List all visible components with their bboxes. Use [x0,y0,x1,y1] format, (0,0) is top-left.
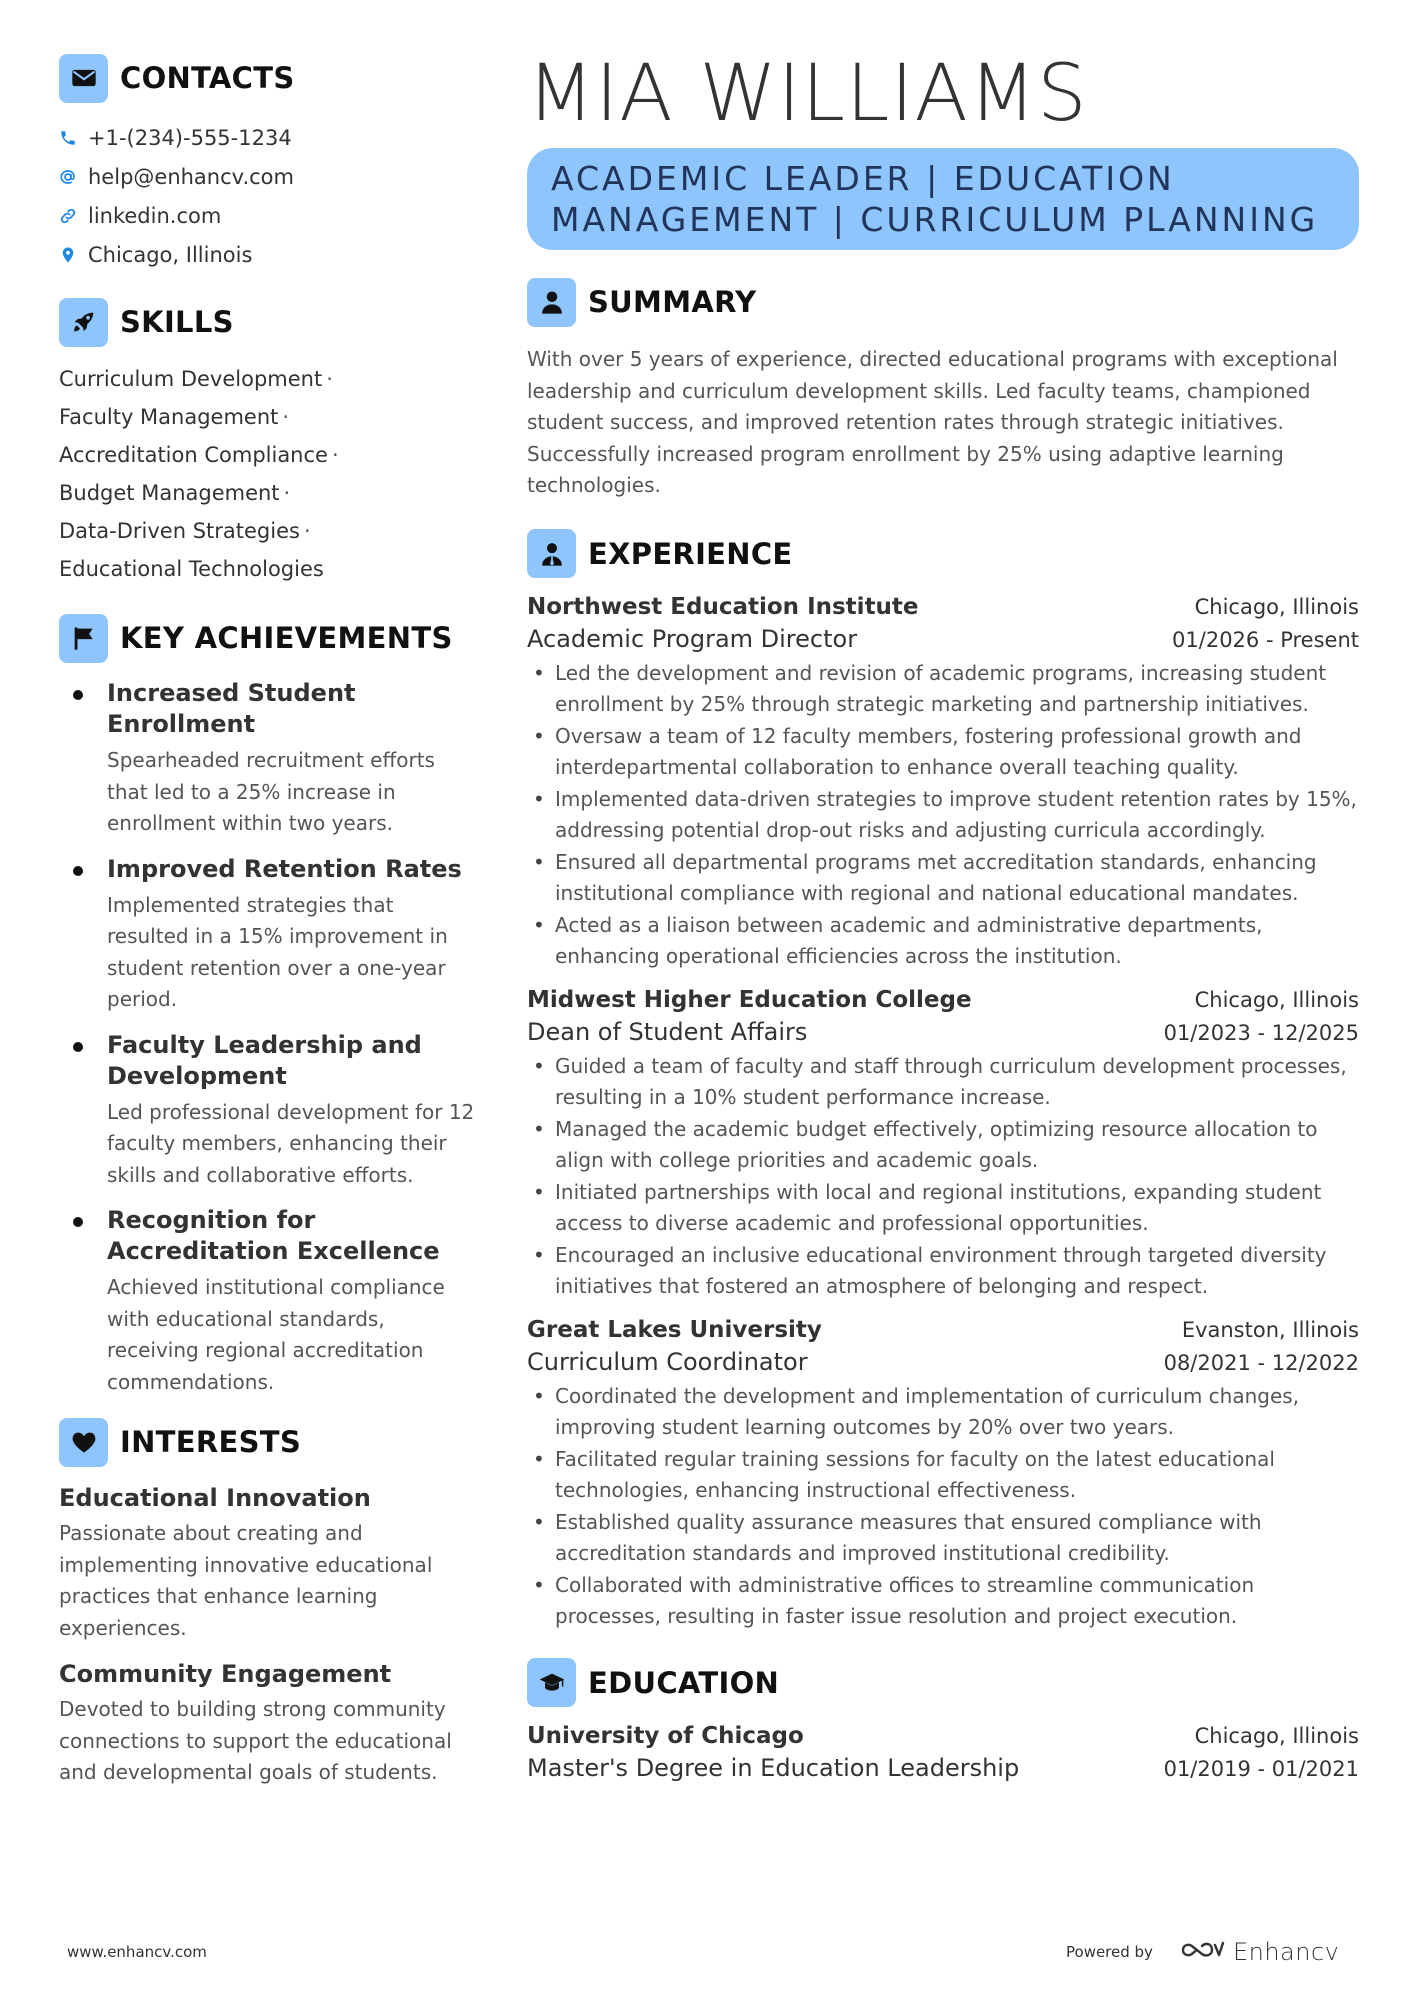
graduation-cap-icon [527,1658,576,1707]
interest-item [59,1658,479,1789]
job-bullet: • Coordinated the development and implementation of curriculum changes, improving student learning outcomes by 20% over two years. [527,1381,1359,1444]
achievements-heading-row [59,612,479,664]
skill-item [59,398,479,436]
job-bullet: • Initiated partnerships with local and regional institutions, expanding student access to diverse academic and professional opportunities. [527,1177,1359,1240]
skills-heading-row [59,296,479,348]
education-subheader [527,1754,1359,1782]
contact-email-text: help@enhancv.com [88,164,294,189]
achievement-title: Faculty Leadership and Development [107,1030,422,1090]
education-school: University of Chicago [527,1722,804,1749]
job-location: Evanston, Illinois [1181,1317,1359,1342]
contact-phone-text: +1-(234)-555-1234 [88,125,292,150]
job-bullet: • Facilitated regular training sessions for faculty on the latest educational technologies, enhancing instructional effectiveness. [527,1444,1359,1507]
education-entry [527,1723,1359,1782]
skill-separator: · [283,481,291,505]
achievement-item [59,1030,479,1192]
job-subheader [527,1348,1359,1376]
job-bullet: • Encouraged an inclusive educational environment through targeted diversity initiatives that fostered an atmosphere of belonging and respect. [527,1240,1359,1303]
education-header [527,1723,1359,1749]
job-bullet: • Oversaw a team of 12 faculty members, fostering professional growth and interdepartmental collaboration to enhance overall teaching quality. [527,721,1359,784]
phone-icon [59,129,77,147]
job-bullet: • Ensured all departmental programs met accreditation standards, enhancing institutional compliance with regional and national educational mandates. [527,847,1359,910]
achievement-item [59,678,479,840]
candidate-name: MIA WILLIAMS [527,49,1088,139]
skill-separator: · [331,443,339,467]
job-bullet: • Managed the academic budget effectively, optimizing resource allocation to align with college priorities and academic goals. [527,1114,1359,1177]
rocket-icon [59,298,108,347]
interest-title: Educational Innovation [59,1484,371,1512]
skills-section [59,296,479,588]
job-dates: 08/2021 - 12/2022 [1163,1350,1359,1375]
skill-separator: · [282,405,290,429]
job-bullet: • Acted as a liaison between academic and administrative departments, enhancing operational efficiencies across the institution. [527,910,1359,973]
education-heading: EDUCATION [588,1665,780,1700]
achievements-section [59,612,479,1398]
envelope-icon [59,54,108,103]
job-bullets [527,1381,1359,1633]
skills-heading: SKILLS [120,305,234,339]
summary-heading-row [527,276,1359,328]
heart-icon [59,1418,108,1467]
achievements-heading: KEY ACHIEVEMENTS [120,621,453,655]
job-bullets [527,658,1359,973]
job-company: Northwest Education Institute [527,593,919,620]
job-bullet: • Led the development and revision of academic programs, increasing student enrollment by 25% through strategic marketing and partnership initiatives. [527,658,1359,721]
job-subheader [527,1018,1359,1046]
contacts-list [59,118,479,274]
contact-linkedin-text: linkedin.com [88,203,222,228]
enhancv-logo-icon [1179,1937,1225,1967]
job-bullet: • Collaborated with administrative offices to streamline communication processes, resulting in faster issue resolution and project execution. [527,1570,1359,1633]
education-heading-row [527,1657,1359,1709]
achievements-list [59,678,479,1398]
achievement-desc: Achieved institutional compliance with educational standards, receiving regional accreditation commendations. [107,1275,445,1394]
achievement-title: Recognition for Accreditation Excellence [107,1206,440,1265]
achievement-title: Improved Retention Rates [107,854,462,883]
skill-item [59,436,479,474]
right-column [527,49,1359,1782]
location-pin-icon [59,246,77,264]
interest-desc: Passionate about creating and implementing innovative educational practices that enhance learning experiences. [59,1521,433,1640]
job-role: Curriculum Coordinator [527,1347,808,1376]
skill-item [59,512,479,550]
education-section [527,1657,1359,1782]
contacts-section [59,52,479,274]
contacts-heading-row [59,52,479,104]
flag-icon [59,614,108,663]
education-location: Chicago, Illinois [1194,1723,1359,1748]
job-bullets [527,1051,1359,1303]
education-dates: 01/2019 - 01/2021 [1163,1756,1359,1781]
summary-heading: SUMMARY [588,285,757,319]
user-icon [527,278,576,327]
experience-heading-row [527,528,1359,580]
interest-desc: Devoted to building strong community connections to support the educational and developmental goals of students. [59,1697,452,1784]
job-role: Academic Program Director [527,624,858,653]
contact-email[interactable] [59,157,479,196]
summary-section [527,276,1359,502]
job-location: Chicago, Illinois [1194,594,1359,619]
summary-text: With over 5 years of experience, directed educational programs with exceptional leadership and curriculum development skills. Led faculty teams, championed student success, and improved retention rates through strategic initiatives. Successfully increased program enrollment by 25% using adaptive learning technologies. [527,347,1338,497]
at-icon [59,168,77,186]
skill-label: Faculty Management [59,405,279,429]
left-column [59,52,479,1803]
skill-item [59,360,479,398]
powered-by-label: Powered by [1066,1943,1153,1961]
skill-item [59,550,479,588]
education-degree: Master's Degree in Education Leadership [527,1753,1020,1782]
contact-location [59,235,479,274]
job-subheader [527,625,1359,653]
job-header [527,987,1359,1013]
job-header [527,594,1359,620]
job-dates: 01/2023 - 12/2025 [1163,1020,1359,1045]
interests-list [59,1482,479,1789]
contact-phone[interactable] [59,118,479,157]
skill-label: Budget Management [59,481,280,505]
skill-separator: · [326,367,333,391]
contacts-heading: CONTACTS [120,61,295,95]
achievement-desc: Spearheaded recruitment efforts that led to a 25% increase in enrollment within two years. [107,748,435,835]
contact-linkedin[interactable] [59,196,479,235]
skill-label: Accreditation Compliance [59,443,328,467]
job-company: Midwest Higher Education College [527,986,972,1013]
skill-list [59,360,479,588]
headline-banner: ACADEMIC LEADER | EDUCATION MANAGEMENT | CURRICULUM PLANNING [527,148,1359,250]
job-location: Chicago, Illinois [1194,987,1359,1012]
job-entry [527,987,1359,1303]
achievement-item [59,1205,479,1398]
job-company: Great Lakes University [527,1316,822,1343]
contact-location-text: Chicago, Illinois [88,242,253,267]
footer-website-link[interactable]: www.enhancv.com [67,1943,207,1961]
experience-heading: EXPERIENCE [588,536,793,571]
job-bullet: • Guided a team of faculty and staff through curriculum development processes, resulting in a 10% student performance increase. [527,1051,1359,1114]
link-icon [59,207,77,225]
interests-heading-row [59,1416,479,1468]
job-header [527,1317,1359,1343]
job-entry [527,594,1359,973]
achievement-desc: Led professional development for 12 faculty members, enhancing their skills and collaborative efforts. [107,1099,475,1187]
skill-label: Educational Technologies [59,557,324,581]
footer-branding[interactable] [1066,1937,1339,1967]
achievement-title: Increased Student Enrollment [107,679,356,738]
experience-section [527,528,1359,1633]
job-role: Dean of Student Affairs [527,1017,808,1046]
job-bullet: • Established quality assurance measures that ensured compliance with accreditation standards and improved institutional credibility. [527,1507,1359,1570]
achievement-item [59,854,479,1016]
brand-name: Enhancv [1232,1938,1340,1966]
interests-heading: INTERESTS [120,1425,302,1459]
job-entry [527,1317,1359,1633]
interest-title: Community Engagement [59,1660,392,1688]
skill-item [59,474,479,512]
skill-separator: · [303,519,311,543]
skill-label: Curriculum Development [59,367,323,391]
skill-label: Data-Driven Strategies [59,519,300,543]
job-dates: 01/2026 - Present [1172,627,1359,652]
interests-section [59,1416,479,1789]
interest-item [59,1482,479,1644]
achievement-desc: Implemented strategies that resulted in a 15% improvement in student retention over a one-year period. [107,892,448,1011]
user-tie-icon [527,529,576,578]
job-bullet: • Implemented data-driven strategies to improve student retention rates by 15%, addressing potential drop-out risks and adjusting curricula accordingly. [527,784,1359,847]
